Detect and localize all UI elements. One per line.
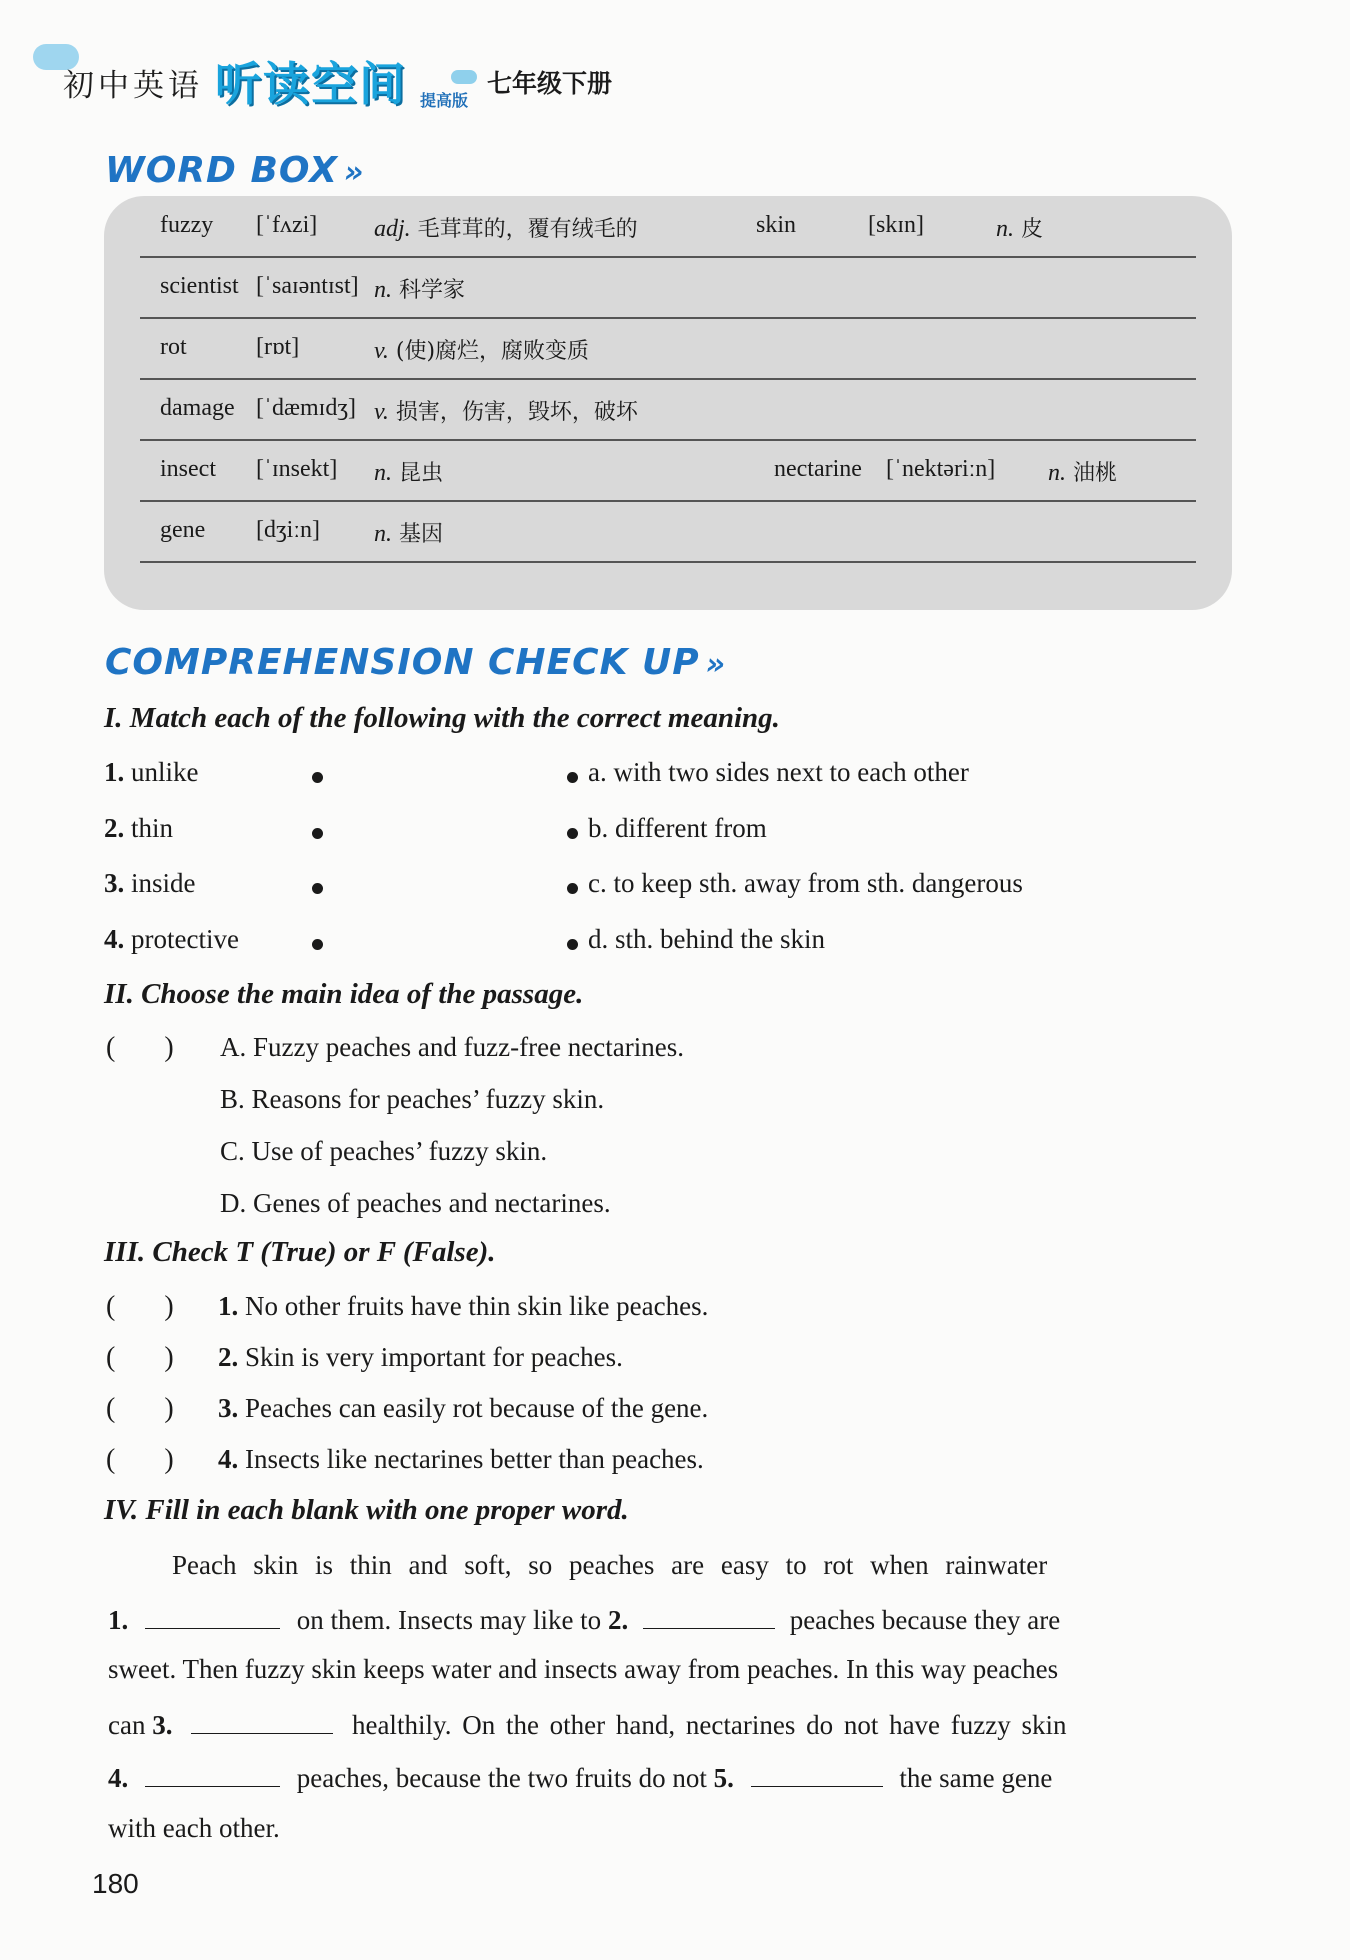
item-text: inside [131, 868, 196, 898]
match-dot[interactable] [312, 939, 323, 950]
match-left-item [104, 813, 173, 844]
match-left-item [104, 924, 239, 955]
comprehension-title [105, 642, 726, 683]
word-row [140, 501, 1196, 563]
definition [374, 212, 638, 243]
item-text: thin [131, 813, 174, 843]
phonetic: [ˈɪnsekt] [256, 456, 338, 482]
item-text: Insects like nectarines better than peaches. [245, 1444, 704, 1474]
meaning: 损害，伤害，毁坏，破坏 [395, 400, 638, 425]
phonetic: [rɒt] [256, 334, 300, 360]
blank-field[interactable] [145, 1760, 280, 1787]
blank-number: 5. [713, 1763, 734, 1793]
cloud-icon [451, 70, 477, 84]
part2-heading: II. Choose the main idea of the passage. [104, 978, 584, 1010]
match-left-item [104, 757, 199, 788]
part-of-speech: v. [374, 399, 389, 425]
part-of-speech: n. [374, 460, 392, 486]
word: gene [160, 517, 206, 543]
match-dot[interactable] [567, 883, 578, 894]
passage-text: on them. Insects may like to [296, 1605, 602, 1635]
definition [1048, 456, 1117, 487]
meaning: 昆虫 [399, 461, 444, 486]
blank-number: 3. [152, 1710, 173, 1740]
wordbox-title-text: WORD BOX [105, 150, 338, 191]
series-title: 初中英语 [63, 68, 203, 104]
part3-heading: III. Check T (True) or F (False). [104, 1236, 496, 1268]
item-text: Skin is very important for peaches. [245, 1342, 623, 1372]
part-of-speech: n. [374, 521, 392, 547]
match-dot[interactable] [567, 828, 578, 839]
item-text: unlike [131, 757, 199, 787]
passage-line [108, 1760, 1052, 1794]
meaning: 皮 [1021, 217, 1044, 242]
passage-text: peaches because they are [789, 1605, 1061, 1635]
tf-statement [218, 1291, 708, 1322]
phonetic: [skɪn] [868, 212, 924, 238]
item-text: protective [131, 924, 239, 954]
word-row [140, 196, 1196, 258]
part4-heading: IV. Fill in each blank with one proper word. [104, 1494, 629, 1526]
answer-bracket[interactable]: ( ) [106, 1444, 174, 1475]
meaning: (使)腐烂，腐败变质 [395, 339, 590, 364]
word: fuzzy [160, 212, 214, 238]
phonetic: [ˈnektəriːn] [886, 456, 996, 482]
item-number: 3. [218, 1393, 239, 1423]
part-of-speech: n. [1048, 460, 1066, 486]
definition [374, 395, 638, 426]
match-dot[interactable] [312, 828, 323, 839]
blank-number: 1. [108, 1605, 129, 1635]
match-dot[interactable] [567, 772, 578, 783]
match-right-item: d. sth. behind the skin [588, 924, 825, 954]
match-left-item [104, 868, 196, 899]
part-of-speech: v. [374, 338, 389, 364]
word: scientist [160, 273, 239, 299]
answer-bracket[interactable]: ( ) [106, 1291, 174, 1322]
meaning: 科学家 [399, 278, 466, 303]
item-text: No other fruits have thin skin like peaches. [245, 1291, 709, 1321]
choice-option: B. Reasons for peaches’ fuzzy skin. [220, 1084, 605, 1114]
word: damage [160, 395, 235, 421]
choice-option: C. Use of peaches’ fuzzy skin. [220, 1136, 548, 1166]
comprehension-title-text: COMPREHENSION CHECK UP [105, 642, 700, 683]
double-chevron-icon: » [705, 647, 727, 682]
match-dot[interactable] [567, 939, 578, 950]
blank-field[interactable] [643, 1602, 775, 1629]
item-number: 4. [104, 924, 125, 954]
passage-line: sweet. Then fuzzy skin keeps water and insects away from peaches. In this way peaches [108, 1654, 1059, 1684]
match-dot[interactable] [312, 772, 323, 783]
phonetic: [ˈdæmɪdʒ] [256, 395, 356, 421]
definition [374, 456, 443, 487]
word: skin [756, 212, 797, 238]
word-row [140, 440, 1196, 502]
word-row [140, 318, 1196, 380]
definition [374, 334, 589, 365]
word-row [140, 379, 1196, 441]
match-right-item: c. to keep sth. away from sth. dangerous [588, 868, 1023, 898]
definition [996, 212, 1043, 243]
grade-label: 七年级下册 [487, 69, 613, 98]
brand-logo: 听读空间 [215, 57, 407, 111]
definition [374, 517, 443, 548]
item-number: 3. [104, 868, 125, 898]
tf-statement [218, 1393, 708, 1424]
item-number: 4. [218, 1444, 239, 1474]
blank-number: 2. [607, 1605, 629, 1635]
definition [374, 273, 465, 304]
double-chevron-icon: » [343, 155, 365, 190]
blank-field[interactable] [145, 1602, 280, 1629]
part-of-speech: n. [996, 216, 1014, 242]
passage-text: peaches, because the two fruits do not [296, 1763, 707, 1793]
tf-statement [218, 1444, 704, 1475]
meaning: 油桃 [1073, 461, 1118, 486]
passage-line: Peach skin is thin and soft, so peaches are easy to rot when rainwater [172, 1550, 1048, 1580]
blank-field[interactable] [191, 1707, 333, 1734]
match-dot[interactable] [312, 883, 323, 894]
phonetic: [ˈsaɪəntɪst] [256, 273, 359, 299]
passage-line [108, 1707, 1067, 1741]
match-right-item: b. different from [588, 813, 767, 843]
edition-label: 提高版 [420, 91, 469, 110]
meaning: 毛茸茸的，覆有绒毛的 [417, 217, 638, 242]
passage-text: the same gene [899, 1763, 1053, 1793]
part1-heading: I. Match each of the following with the correct meaning. [104, 702, 780, 734]
word: nectarine [774, 456, 862, 482]
passage-line [108, 1602, 1060, 1636]
phonetic: [dʒiːn] [256, 517, 320, 543]
passage-text: can [108, 1710, 146, 1740]
wordbox-title [105, 150, 364, 191]
passage-line: with each other. [108, 1813, 280, 1843]
phonetic: [ˈfʌzi] [256, 212, 318, 238]
word-box [104, 196, 1232, 610]
part-of-speech: n. [374, 277, 392, 303]
blank-number: 4. [108, 1763, 129, 1793]
word: insect [160, 456, 216, 482]
word-row [140, 257, 1196, 319]
page-number: 180 [92, 1868, 139, 1899]
tf-statement [218, 1342, 623, 1373]
match-right-item: a. with two sides next to each other [588, 757, 969, 787]
choice-option: D. Genes of peaches and nectarines. [220, 1188, 611, 1218]
item-number: 2. [218, 1342, 239, 1372]
item-number: 2. [104, 813, 125, 843]
item-number: 1. [104, 757, 125, 787]
choice-option: A. Fuzzy peaches and fuzz-free nectarines. [220, 1032, 684, 1062]
item-number: 1. [218, 1291, 239, 1321]
item-text: Peaches can easily rot because of the gene. [245, 1393, 709, 1423]
answer-bracket[interactable]: ( ) [106, 1032, 174, 1063]
word: rot [160, 334, 187, 360]
meaning: 基因 [399, 522, 444, 547]
answer-bracket[interactable]: ( ) [106, 1342, 174, 1373]
passage-text: healthily. On the other hand, nectarines do not have fuzzy skin [351, 1710, 1067, 1740]
blank-field[interactable] [751, 1760, 883, 1787]
part-of-speech: adj. [374, 216, 411, 242]
page-header [55, 48, 1295, 118]
answer-bracket[interactable]: ( ) [106, 1393, 174, 1424]
